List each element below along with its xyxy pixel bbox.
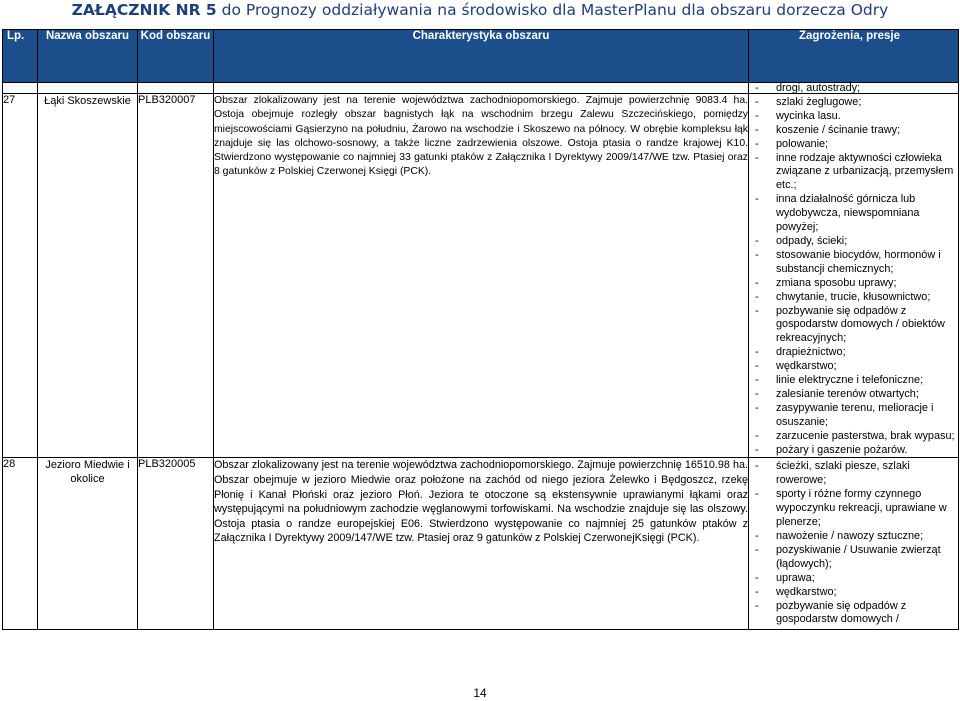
- header-lp: Lp.: [3, 30, 38, 83]
- threat-item: - ścieżki, szlaki piesze, szlaki rowerowe;: [749, 460, 958, 488]
- threat-item: - wędkarstwo;: [749, 586, 958, 600]
- header-code: Kod obszaru: [138, 30, 214, 83]
- title-rest: do Prognozy oddziaływania na środowisko dla MasterPlanu dla obszaru dorzecza Odry: [216, 1, 889, 19]
- row-name: Jezioro Miedwie i okolice: [38, 458, 138, 630]
- page-number: 14: [473, 686, 487, 700]
- threat-item: - wycinka lasu.: [749, 110, 958, 124]
- threat-item: - inne rodzaje aktywności człowieka związane z urbanizacją, przemysłem etc.;: [749, 152, 958, 194]
- row-name: Łąki Skoszewskie: [38, 94, 138, 458]
- title-bold: ZAŁĄCZNIK NR 5: [71, 1, 217, 19]
- threat-item: - drogi, autostrady;: [749, 82, 958, 96]
- threat-item: - inna działalność górnicza lub wydobywcza, niewspomniana powyżej;: [749, 193, 958, 235]
- threat-item: - uprawa;: [749, 572, 958, 586]
- row-threats: [749, 82, 959, 458]
- row-code: PLB320007: [138, 94, 214, 458]
- areas-table: [2, 29, 959, 630]
- threat-item: - zalesianie terenów otwartych;: [749, 388, 958, 402]
- row-description: Obszar zlokalizowany jest na terenie województwa zachodniopomorskiego. Zajmuje powierzchnię 9083.4 ha. Ostoja obejmuje rozległy obszar bagnistych łąk na wschodnim brzegu Zalewu Szczecińskiego, pomiędzy miejscowościami Gąsierzyno na południu, Żarowo na wschodzie i Skoszewo na północy. W obrębie kompleksu łąk znajduje się las olchowo-sosnowy, a także liczne zadrzewienia olszowe. Ostoja ptasia o randze krajowej K10. Stwierdzono występowanie co najmniej 33 gatunki ptaków z Załącznika I Dyrektywy 2009/147/WE tzw. Ptasiej oraz 8 gatunków z Polskiej Czerwonej Księgi (PCK).: [214, 94, 749, 458]
- document-title: [0, 0, 960, 20]
- row-description: Obszar zlokalizowany jest na terenie województwa zachodniopomorskiego. Zajmuje powierzchnię 16510.98 ha. Obszar obejmuje w jezioro Miedwie oraz położone na zachód od niego jeziora Żelewko i Będgoszcz, rzekę Płonię i Kanał Płoński oraz jezioro Płoń. Jeziora te otoczone są ekstensywnie uprawianymi łąkami oraz występującymi na południowym zachodzie węglanowymi torfowiskami. Na wschodzie znajduje się las olszowy. Ostoja ptasia o randze europejskiej E06. Stwierdzono występowanie co najmniej 25 gatunków ptaków z Załącznika I Dyrektywy 2009/147/WE tzw. Ptasiej oraz 9 gatunków z Polskiej CzerwonejKsięgi (PCK).: [214, 458, 749, 630]
- row-threats: [749, 458, 959, 630]
- threat-item: - szlaki żeglugowe;: [749, 96, 958, 110]
- threat-item: - zmiana sposobu uprawy;: [749, 277, 958, 291]
- row-lp: 28: [3, 458, 38, 630]
- header-desc: Charakterystyka obszaru: [214, 30, 749, 83]
- header-threats: Zagrożenia, presje: [749, 30, 959, 83]
- row-code: PLB320005: [138, 458, 214, 630]
- threat-item: - linie elektryczne i telefoniczne;: [749, 374, 958, 388]
- threat-item: - stosowanie biocydów, hormonów i substancji chemicznych;: [749, 249, 958, 277]
- header-name: Nazwa obszaru: [38, 30, 138, 83]
- threat-item: - zarzucenie pasterstwa, brak wypasu;: [749, 430, 958, 444]
- threat-item: - pozyskiwanie / Usuwanie zwierząt (łądowych);: [749, 544, 958, 572]
- threat-item: - wędkarstwo;: [749, 360, 958, 374]
- threat-item: - pozbywanie się odpadów z gospodarstw domowych /: [749, 600, 958, 628]
- table-row: [3, 94, 959, 458]
- threat-item: - pozbywanie się odpadów z gospodarstw domowych / obiektów rekreacyjnych;: [749, 305, 958, 347]
- threat-item: - koszenie / ścinanie trawy;: [749, 124, 958, 138]
- threat-item: - odpady, ścieki;: [749, 235, 958, 249]
- table-header-row: [3, 30, 959, 83]
- threat-item: - zasypywanie terenu, melioracje i osuszanie;: [749, 402, 958, 430]
- threat-item: - drapieżnictwo;: [749, 346, 958, 360]
- threat-item: - pożary i gaszenie pożarów.: [749, 444, 958, 458]
- threat-item: - nawożenie / nawozy sztuczne;: [749, 530, 958, 544]
- threat-item: - polowanie;: [749, 138, 958, 152]
- threat-item: - chwytanie, trucie, kłusownictwo;: [749, 291, 958, 305]
- table-row: [3, 458, 959, 630]
- row-lp: 27: [3, 94, 38, 458]
- threat-item: - sporty i różne formy czynnego wypoczynku rekreacji, uprawiane w plenerze;: [749, 488, 958, 530]
